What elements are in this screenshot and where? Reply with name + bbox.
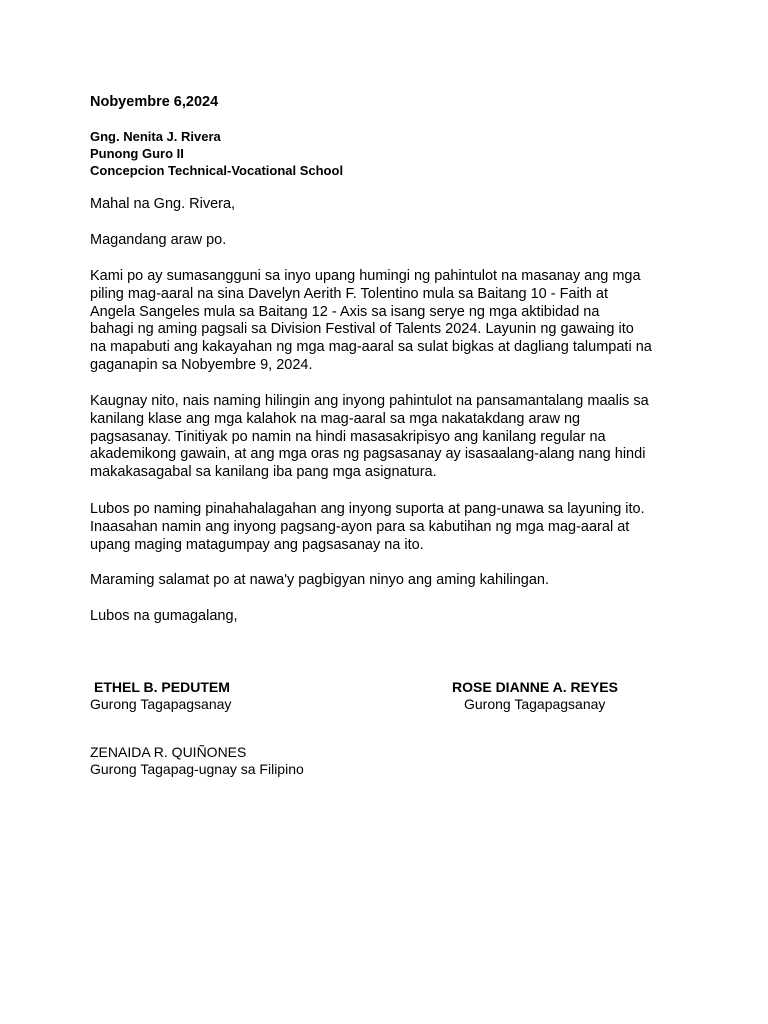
paragraph-line: bahagi ng aming pagsali sa Division Festival of Talents 2024. Layunin ng gawaing ito <box>90 321 634 338</box>
paragraph-request <box>90 268 690 375</box>
signatory-role: Gurong Tagapagsanay <box>464 696 606 712</box>
signatory-block <box>90 744 304 778</box>
signatory-name: ZENAIDA R. QUIÑONES <box>90 744 247 760</box>
recipient-block <box>90 128 343 179</box>
signatory-name: ROSE DIANNE A. REYES <box>452 679 618 695</box>
paragraph-line: Kaugnay nito, nais naming hilingin ang inyong pahintulot na pansamantalang maalis sa <box>90 393 649 409</box>
signatory-block <box>94 679 230 696</box>
salutation: Mahal na Gng. Rivera, <box>90 196 236 212</box>
paragraph-line: Inaasahan namin ang inyong pagsang-ayon para sa kabutihan ng mga mag-aaral at <box>90 518 630 535</box>
paragraph-line: pagsasanay. Tinitiyak po namin na hindi masasakripisyo ang kanilang regular na <box>90 428 606 445</box>
signatory-role-block <box>464 696 605 713</box>
signatory-role: Gurong Tagapag-ugnay sa Filipino <box>90 761 304 777</box>
paragraph-line: Angela Sangeles mula sa Baitang 12 - Axis sa isang serye ng mga aktibidad na <box>90 303 600 320</box>
paragraph-line: piling mag-aaral na sina Davelyn Aerith F. Tolentino mula sa Baitang 10 - Faith at <box>90 285 608 302</box>
paragraph-line: makakasagabal sa kanilang iba pang mga asignatura. <box>90 464 437 481</box>
signatory-name: ETHEL B. PEDUTEM <box>94 679 230 695</box>
signatory-role-block <box>90 696 231 713</box>
paragraph-line: upang maging matagumpay ang pagsasanay na ito. <box>90 536 424 553</box>
paragraph-line: Kami po ay sumasangguni sa inyo upang humingi ng pahintulot na masanay ang mga <box>90 268 641 284</box>
recipient-name: Gng. Nenita J. Rivera <box>90 129 221 144</box>
recipient-title: Punong Guro II <box>90 146 184 161</box>
greeting: Magandang araw po. <box>90 232 227 248</box>
letter-date: Nobyembre 6,2024 <box>90 94 219 110</box>
paragraph-line: Lubos po naming pinahahalagahan ang inyong suporta at pang-unawa sa layuning ito. <box>90 501 645 517</box>
paragraph-line: na mapabuti ang kakayahan ng mga mag-aaral sa sulat bigkas at dagliang talumpati na <box>90 339 652 356</box>
thanks-line: Maraming salamat po at nawa'y pagbigyan ninyo ang aming kahilingan. <box>90 572 549 588</box>
paragraph-line: kanilang klase ang mga kalahok na mag-aaral sa mga nakatakdang araw ng <box>90 410 581 427</box>
paragraph-line: gaganapin sa Nobyembre 9, 2024. <box>90 356 313 373</box>
signatory-block <box>452 679 618 696</box>
paragraph-appreciation <box>90 501 690 554</box>
closing-line: Lubos na gumagalang, <box>90 608 238 624</box>
paragraph-permission <box>90 393 690 482</box>
recipient-school: Concepcion Technical-Vocational School <box>90 163 344 178</box>
paragraph-line: akademikong gawain, at ang mga oras ng pagsasanay ay isasaalang-alang nang hindi <box>90 446 646 463</box>
signatory-role: Gurong Tagapagsanay <box>90 696 232 712</box>
